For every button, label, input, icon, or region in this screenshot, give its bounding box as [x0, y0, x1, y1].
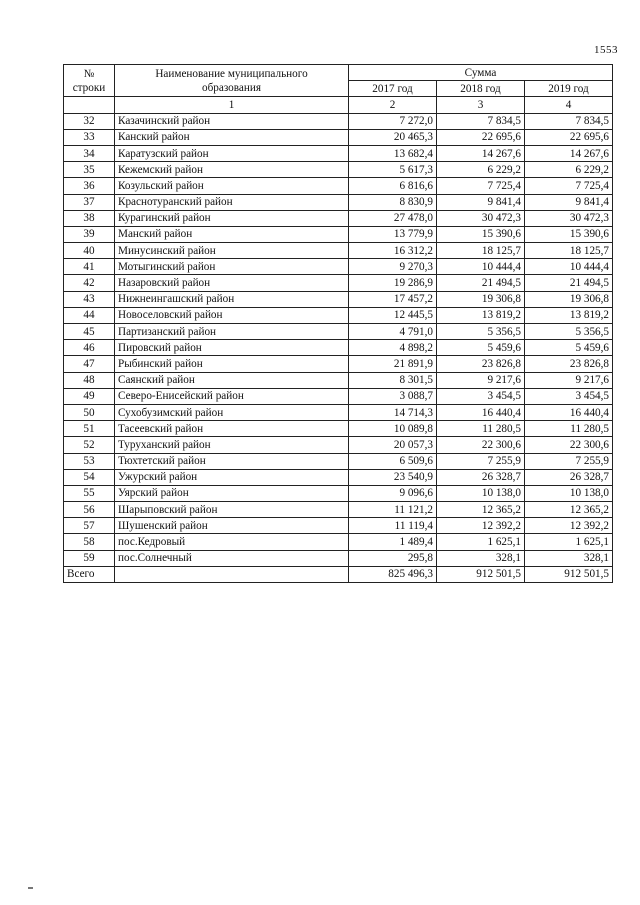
- value-2019: 12 392,2: [525, 518, 613, 534]
- row-number: 35: [64, 162, 115, 178]
- value-2019: 22 300,6: [525, 437, 613, 453]
- column-index-blank: [64, 97, 115, 113]
- row-number: 39: [64, 226, 115, 242]
- row-number: 43: [64, 291, 115, 307]
- value-2018: 10 444,4: [437, 259, 525, 275]
- value-2018: 16 440,4: [437, 404, 525, 420]
- table-row: [64, 404, 613, 420]
- value-2017: 27 478,0: [349, 210, 437, 226]
- column-index-4: 4: [525, 97, 613, 113]
- table-row: [64, 356, 613, 372]
- budget-table: [63, 64, 613, 583]
- municipality-name: Сухобузимский район: [115, 404, 349, 420]
- value-2019: 5 356,5: [525, 324, 613, 340]
- value-2017: 9 096,6: [349, 485, 437, 501]
- table-row: [64, 534, 613, 550]
- municipality-name: Туруханский район: [115, 437, 349, 453]
- value-2018: 13 819,2: [437, 307, 525, 323]
- municipality-name: Кежемский район: [115, 162, 349, 178]
- value-2018: 9 841,4: [437, 194, 525, 210]
- table-row: [64, 388, 613, 404]
- value-2017: 8 301,5: [349, 372, 437, 388]
- value-2018: 1 625,1: [437, 534, 525, 550]
- table-row: [64, 275, 613, 291]
- value-2018: 22 300,6: [437, 437, 525, 453]
- municipality-name: Партизанский район: [115, 324, 349, 340]
- municipality-name: Казачинский район: [115, 113, 349, 129]
- municipality-name: Шушенский район: [115, 518, 349, 534]
- value-2019: 22 695,6: [525, 129, 613, 145]
- value-2019: 1 625,1: [525, 534, 613, 550]
- table-row: [64, 145, 613, 161]
- row-number: 52: [64, 437, 115, 453]
- value-2019: 3 454,5: [525, 388, 613, 404]
- value-2019: 7 725,4: [525, 178, 613, 194]
- header-name-line1: Наименование муниципального: [155, 67, 308, 80]
- municipality-name: пос.Кедровый: [115, 534, 349, 550]
- municipality-name: Нижнеингашский район: [115, 291, 349, 307]
- row-number: 44: [64, 307, 115, 323]
- table-header: [64, 65, 613, 114]
- header-year-2017: 2017 год: [349, 81, 437, 97]
- table-row: [64, 243, 613, 259]
- column-index-1: 1: [115, 97, 349, 113]
- row-number: 45: [64, 324, 115, 340]
- value-2018: 6 229,2: [437, 162, 525, 178]
- municipality-name: Новоселовский район: [115, 307, 349, 323]
- value-2017: 13 779,9: [349, 226, 437, 242]
- value-2018: 7 725,4: [437, 178, 525, 194]
- value-2017: 13 682,4: [349, 145, 437, 161]
- municipality-name: Козульский район: [115, 178, 349, 194]
- value-2019: 30 472,3: [525, 210, 613, 226]
- value-2019: 16 440,4: [525, 404, 613, 420]
- total-gap: [115, 566, 349, 582]
- header-municipality-name: [115, 65, 349, 97]
- row-number: 46: [64, 340, 115, 356]
- municipality-name: Северо-Енисейский район: [115, 388, 349, 404]
- table-row: [64, 437, 613, 453]
- value-2018: 18 125,7: [437, 243, 525, 259]
- header-year-2019: 2019 год: [525, 81, 613, 97]
- table-row: [64, 324, 613, 340]
- municipality-name: Ужурский район: [115, 469, 349, 485]
- total-2019: 912 501,5: [525, 566, 613, 582]
- table-row: [64, 178, 613, 194]
- value-2017: 16 312,2: [349, 243, 437, 259]
- value-2019: 7 834,5: [525, 113, 613, 129]
- municipality-name: Канский район: [115, 129, 349, 145]
- total-row: [64, 566, 613, 582]
- value-2017: 4 791,0: [349, 324, 437, 340]
- value-2019: 18 125,7: [525, 243, 613, 259]
- value-2018: 3 454,5: [437, 388, 525, 404]
- row-number: 59: [64, 550, 115, 566]
- scan-mark: [28, 887, 33, 889]
- header-sum: Сумма: [349, 65, 613, 81]
- value-2019: 19 306,8: [525, 291, 613, 307]
- row-number: 42: [64, 275, 115, 291]
- value-2018: 14 267,6: [437, 145, 525, 161]
- value-2018: 7 255,9: [437, 453, 525, 469]
- row-number: 55: [64, 485, 115, 501]
- value-2019: 5 459,6: [525, 340, 613, 356]
- row-number: 36: [64, 178, 115, 194]
- municipality-name: Шарыповский район: [115, 502, 349, 518]
- value-2019: 23 826,8: [525, 356, 613, 372]
- value-2017: 11 119,4: [349, 518, 437, 534]
- municipality-name: Уярский район: [115, 485, 349, 501]
- total-2017: 825 496,3: [349, 566, 437, 582]
- row-number: 58: [64, 534, 115, 550]
- row-number: 41: [64, 259, 115, 275]
- value-2017: 6 509,6: [349, 453, 437, 469]
- row-number: 56: [64, 502, 115, 518]
- total-label: Всего: [64, 566, 115, 582]
- value-2019: 7 255,9: [525, 453, 613, 469]
- value-2017: 10 089,8: [349, 421, 437, 437]
- value-2019: 21 494,5: [525, 275, 613, 291]
- row-number: 47: [64, 356, 115, 372]
- table-row: [64, 421, 613, 437]
- row-number: 54: [64, 469, 115, 485]
- value-2017: 12 445,5: [349, 307, 437, 323]
- value-2017: 295,8: [349, 550, 437, 566]
- column-index-row: [64, 97, 613, 113]
- table-row: [64, 469, 613, 485]
- table-row: [64, 550, 613, 566]
- value-2017: 21 891,9: [349, 356, 437, 372]
- municipality-name: Рыбинский район: [115, 356, 349, 372]
- table-row: [64, 194, 613, 210]
- value-2019: 10 444,4: [525, 259, 613, 275]
- row-number: 37: [64, 194, 115, 210]
- row-number: 49: [64, 388, 115, 404]
- value-2018: 7 834,5: [437, 113, 525, 129]
- header-row-number-line2: строки: [72, 81, 106, 94]
- value-2018: 12 392,2: [437, 518, 525, 534]
- row-number: 51: [64, 421, 115, 437]
- table-row: [64, 518, 613, 534]
- table-row: [64, 502, 613, 518]
- value-2017: 1 489,4: [349, 534, 437, 550]
- value-2019: 26 328,7: [525, 469, 613, 485]
- value-2018: 22 695,6: [437, 129, 525, 145]
- column-index-2: 2: [349, 97, 437, 113]
- municipality-name: Мотыгинский район: [115, 259, 349, 275]
- value-2018: 15 390,6: [437, 226, 525, 242]
- table-row: [64, 485, 613, 501]
- table-row: [64, 340, 613, 356]
- value-2017: 17 457,2: [349, 291, 437, 307]
- row-number: 38: [64, 210, 115, 226]
- value-2017: 9 270,3: [349, 259, 437, 275]
- header-row-number: [64, 65, 115, 97]
- value-2018: 9 217,6: [437, 372, 525, 388]
- table-row: [64, 307, 613, 323]
- row-number: 32: [64, 113, 115, 129]
- table-row: [64, 129, 613, 145]
- value-2019: 10 138,0: [525, 485, 613, 501]
- row-number: 40: [64, 243, 115, 259]
- municipality-name: Пировский район: [115, 340, 349, 356]
- value-2017: 20 057,3: [349, 437, 437, 453]
- value-2018: 23 826,8: [437, 356, 525, 372]
- row-number: 34: [64, 145, 115, 161]
- municipality-name: Тасеевский район: [115, 421, 349, 437]
- table-row: [64, 226, 613, 242]
- table-row: [64, 259, 613, 275]
- row-number: 53: [64, 453, 115, 469]
- header-year-2018: 2018 год: [437, 81, 525, 97]
- value-2019: 14 267,6: [525, 145, 613, 161]
- table-row: [64, 291, 613, 307]
- header-name-line2: образования: [201, 81, 261, 94]
- value-2018: 30 472,3: [437, 210, 525, 226]
- value-2018: 11 280,5: [437, 421, 525, 437]
- municipality-name: Саянский район: [115, 372, 349, 388]
- value-2018: 328,1: [437, 550, 525, 566]
- row-number: 48: [64, 372, 115, 388]
- table-row: [64, 113, 613, 129]
- municipality-name: Манский район: [115, 226, 349, 242]
- table-row: [64, 372, 613, 388]
- value-2019: 13 819,2: [525, 307, 613, 323]
- value-2017: 23 540,9: [349, 469, 437, 485]
- value-2019: 11 280,5: [525, 421, 613, 437]
- column-index-3: 3: [437, 97, 525, 113]
- value-2017: 5 617,3: [349, 162, 437, 178]
- value-2017: 14 714,3: [349, 404, 437, 420]
- value-2017: 4 898,2: [349, 340, 437, 356]
- table-row: [64, 162, 613, 178]
- municipality-name: Тюхтетский район: [115, 453, 349, 469]
- municipality-name: пос.Солнечный: [115, 550, 349, 566]
- value-2018: 10 138,0: [437, 485, 525, 501]
- value-2018: 21 494,5: [437, 275, 525, 291]
- value-2017: 8 830,9: [349, 194, 437, 210]
- value-2018: 5 356,5: [437, 324, 525, 340]
- municipality-name: Назаровский район: [115, 275, 349, 291]
- table-body: [64, 113, 613, 566]
- value-2018: 19 306,8: [437, 291, 525, 307]
- row-number: 33: [64, 129, 115, 145]
- value-2017: 3 088,7: [349, 388, 437, 404]
- municipality-name: Минусинский район: [115, 243, 349, 259]
- value-2018: 26 328,7: [437, 469, 525, 485]
- header-row-number-line1: №: [83, 67, 95, 80]
- value-2019: 9 217,6: [525, 372, 613, 388]
- municipality-name: Краснотуранский район: [115, 194, 349, 210]
- row-number: 50: [64, 404, 115, 420]
- page-number: 1553: [594, 44, 618, 56]
- value-2017: 19 286,9: [349, 275, 437, 291]
- row-number: 57: [64, 518, 115, 534]
- table-row: [64, 210, 613, 226]
- value-2017: 11 121,2: [349, 502, 437, 518]
- value-2019: 12 365,2: [525, 502, 613, 518]
- value-2019: 9 841,4: [525, 194, 613, 210]
- value-2017: 6 816,6: [349, 178, 437, 194]
- municipality-name: Курагинский район: [115, 210, 349, 226]
- value-2019: 6 229,2: [525, 162, 613, 178]
- value-2019: 15 390,6: [525, 226, 613, 242]
- value-2017: 7 272,0: [349, 113, 437, 129]
- value-2018: 12 365,2: [437, 502, 525, 518]
- value-2019: 328,1: [525, 550, 613, 566]
- value-2018: 5 459,6: [437, 340, 525, 356]
- total-2018: 912 501,5: [437, 566, 525, 582]
- municipality-name: Каратузский район: [115, 145, 349, 161]
- table-row: [64, 453, 613, 469]
- value-2017: 20 465,3: [349, 129, 437, 145]
